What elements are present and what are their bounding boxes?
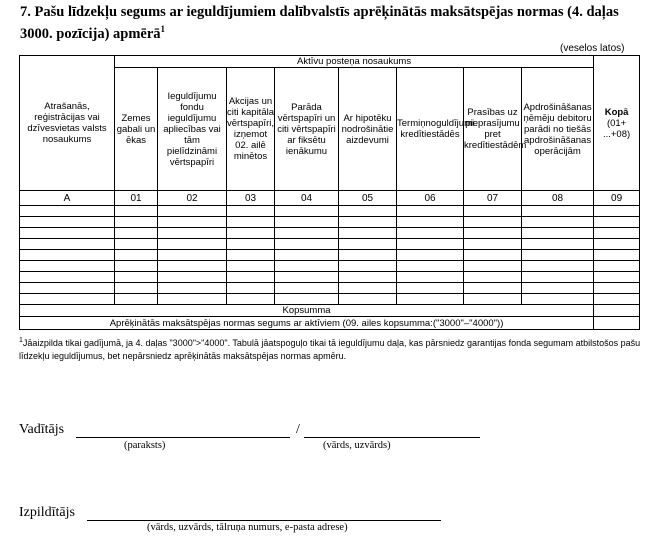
units-note: (veselos latos) <box>560 43 625 54</box>
calc-total-cell <box>594 317 640 330</box>
col-header-07: Prasības uz pieprasījumu pret kredītiestādēm <box>464 68 522 191</box>
code-cell: 03 <box>227 191 275 206</box>
kopsumma-label: Kopsumma <box>20 305 594 317</box>
col-header-09: Kopā (01+ ...+08) <box>594 56 640 191</box>
table-row <box>20 239 640 250</box>
code-cell: 02 <box>158 191 227 206</box>
executor-line <box>87 520 441 521</box>
table-row <box>20 261 640 272</box>
code-cell: 09 <box>594 191 640 206</box>
caption-name: (vārds, uzvārds) <box>323 440 391 451</box>
calc-label: Aprēķinātās maksātspējas normas segums ar aktīviem (09. ailes kopsumma:("3000"–"4000")) <box>20 317 594 330</box>
table-row <box>20 272 640 283</box>
col-a-header: Atrašanās, reģistrācijas vai dzīvesvietas valsts nosaukums <box>20 56 115 191</box>
group-header: Aktīvu posteņa nosaukums <box>115 56 594 68</box>
code-cell: 04 <box>275 191 339 206</box>
head-signature-line <box>76 437 290 438</box>
code-cell: 05 <box>339 191 397 206</box>
col-header-02: Ieguldījumu fondu ieguldījumu apliecības vai tām pielīdzināmi vērtspapīri <box>158 68 227 191</box>
footnote: $^1$Jāaizpilda tikai gadījumā, ja 4. daļas "3000">"4000". Tabulā jāatspoguļo tikai tā ieguldījumu daļa, kas pārsniedz garantijas fonda segumam atbilstošos pašu līdzekļu ieguldījumus, bet nepārsniedz aprēķinātās maksātspējas normas apmēru. <box>19 337 641 361</box>
caption-executor: (vārds, uzvārds, tālruņa numurs, e-pasta adrese) <box>147 522 348 533</box>
head-label: Vadītājs <box>19 422 65 437</box>
kopsumma-row <box>20 305 640 317</box>
table-row <box>20 250 640 261</box>
caption-sign: (paraksts) <box>124 440 166 451</box>
executor-label: Izpildītājs <box>19 505 75 520</box>
code-cell: 08 <box>522 191 594 206</box>
code-cell: A <box>20 191 115 206</box>
coverage-table <box>19 55 640 330</box>
kopsumma-total-cell <box>594 305 640 317</box>
col-header-08: Apdrošināšanas ņēmēju debitoru parādi no tiešās apdrošināšanas operācijām <box>522 68 594 191</box>
col-header-06: Termiņnoguldījumi kredītiestādēs <box>397 68 464 191</box>
table-row <box>20 228 640 239</box>
calc-row <box>20 317 640 330</box>
page-title: 7. Pašu līdzekļu segums ar ieguldījumiem dalībvalstīs aprēķinātās maksātspējas normas (4. daļas 3000. pozīcija) apmērā$^1$ <box>20 4 619 42</box>
code-cell: 07 <box>464 191 522 206</box>
col-header-03: Akcijas un citi kapitāla vērtspapīri, izņemot 02. ailē minētos <box>227 68 275 191</box>
table-row <box>20 206 640 217</box>
column-codes-row <box>20 191 640 206</box>
col-header-04: Parāda vērtspapīri un citi vērtspapīri ar fiksētu ienākumu <box>275 68 339 191</box>
head-name-line <box>304 437 480 438</box>
table-row <box>20 294 640 305</box>
code-cell: 01 <box>115 191 158 206</box>
table-row <box>20 217 640 228</box>
code-cell: 06 <box>397 191 464 206</box>
col-header-01: Zemes gabali un ēkas <box>115 68 158 191</box>
table-row <box>20 283 640 294</box>
signature-separator: / <box>296 422 300 437</box>
col-header-05: Ar hipotēku nodrošinātie aizdevumi <box>339 68 397 191</box>
